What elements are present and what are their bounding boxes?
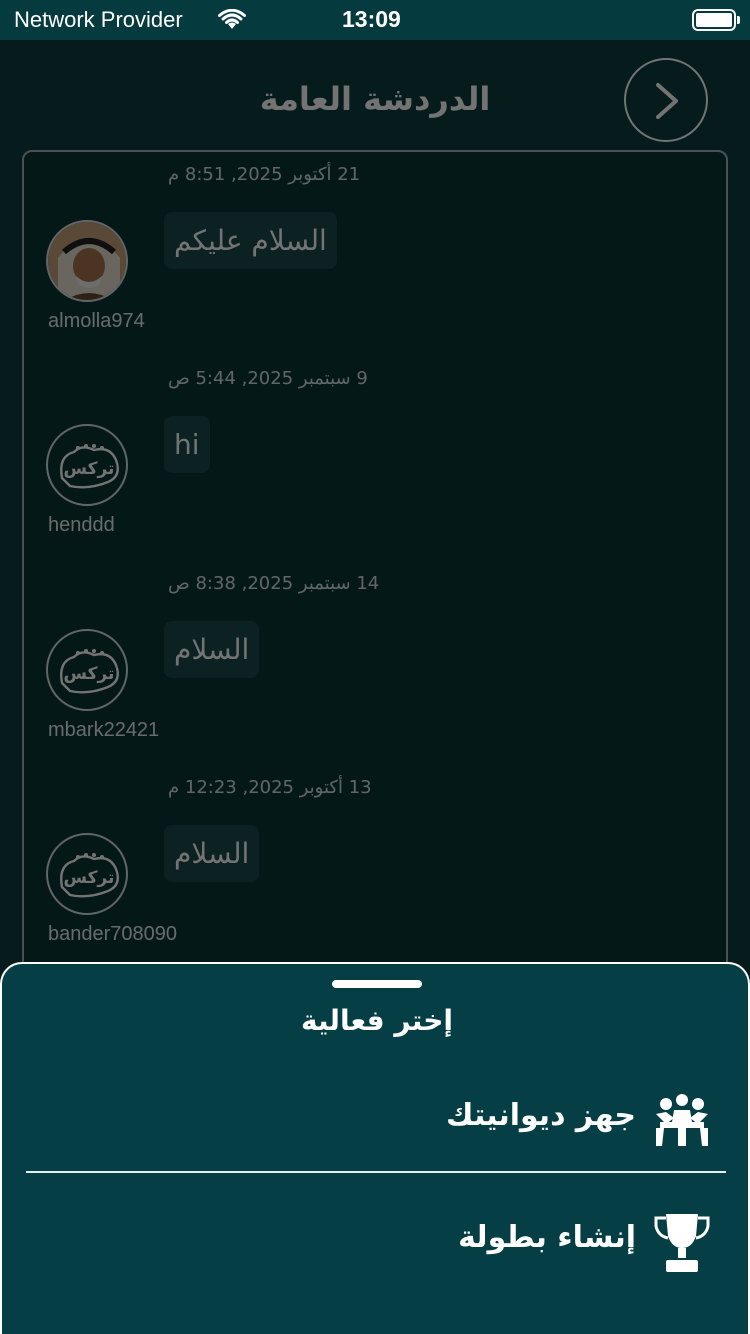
option-label: إنشاء بطولة bbox=[458, 1220, 636, 1255]
trophy-icon bbox=[652, 1210, 712, 1274]
clock: 13:09 bbox=[342, 6, 401, 32]
options-divider bbox=[26, 1171, 726, 1173]
carrier-name: Network Provider bbox=[14, 7, 183, 32]
status-bar bbox=[0, 0, 750, 40]
option-create-tournament[interactable] bbox=[26, 1190, 726, 1290]
battery-icon bbox=[692, 9, 736, 31]
option-prepare-diwaniya[interactable] bbox=[26, 1068, 726, 1168]
choose-activity-sheet bbox=[0, 962, 750, 1334]
sheet-title: إختر فعالية bbox=[301, 1004, 453, 1037]
wifi-icon bbox=[218, 9, 246, 31]
sheet-drag-handle[interactable] bbox=[332, 980, 422, 988]
option-label: جهز ديوانيتك bbox=[446, 1098, 636, 1133]
meeting-people-icon bbox=[652, 1088, 712, 1152]
